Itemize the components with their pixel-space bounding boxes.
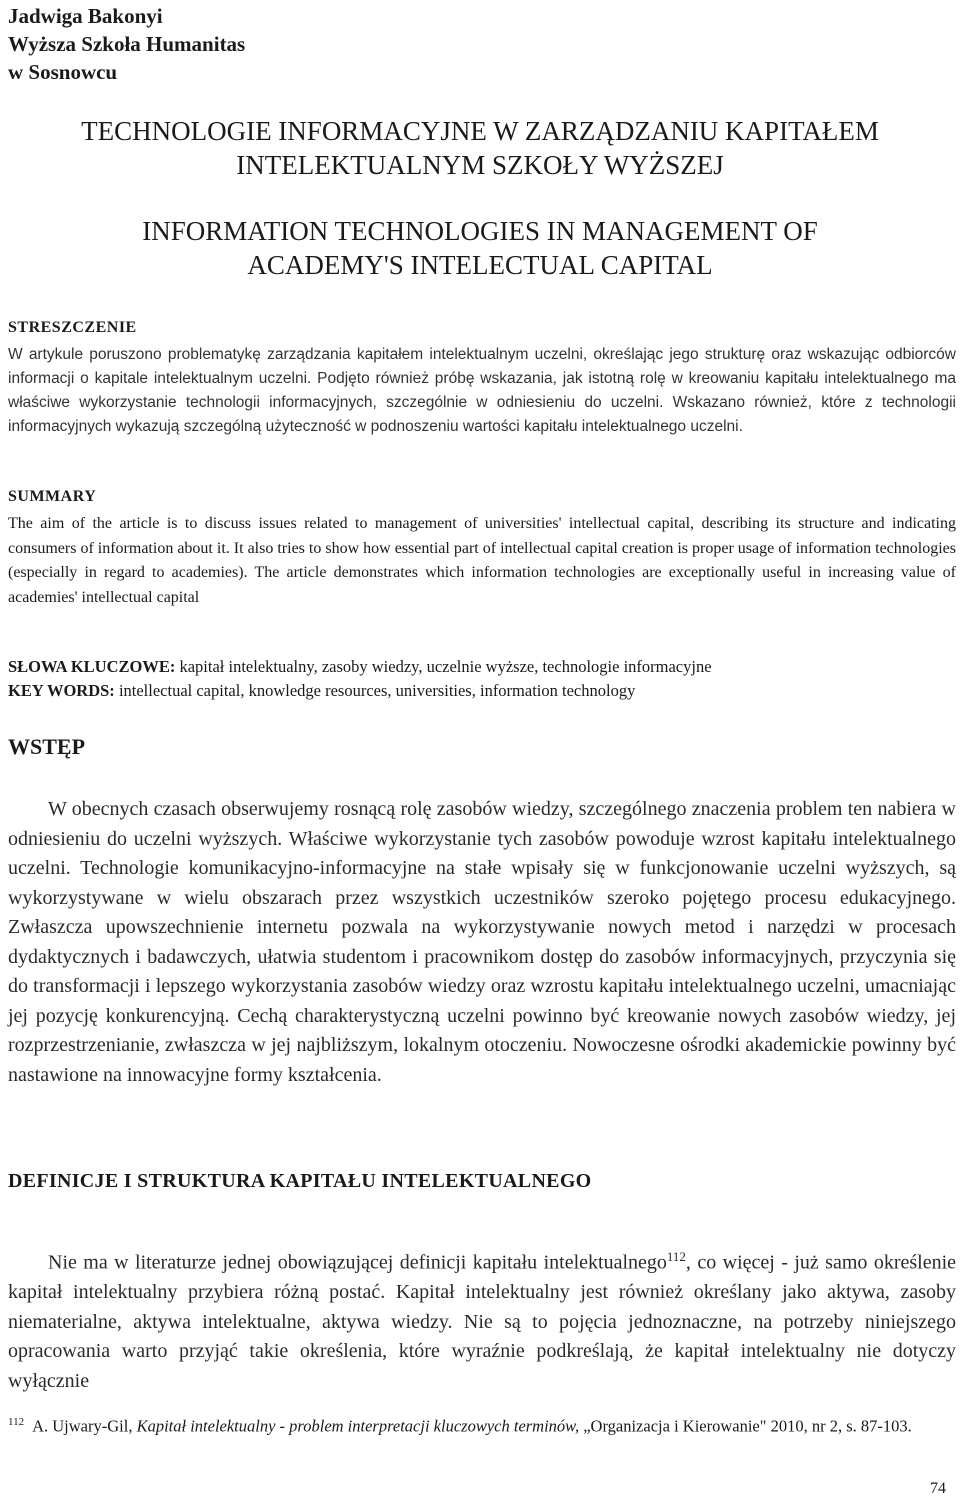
author-city: w Sosnowcu — [8, 60, 118, 84]
title-polish-line2: INTELEKTUALNYM SZKOŁY WYŻSZEJ — [236, 150, 724, 180]
keywords-polish-label: SŁOWA KLUCZOWE: — [8, 657, 176, 676]
title-english-line1: INFORMATION TECHNOLOGIES IN MANAGEMENT OF — [142, 216, 818, 246]
streszczenie-text: W artykule poruszono problematykę zarządzania kapitałem intelektualnym uczelni, określając jego strukturę oraz wskazując odbiorców informacji o kapitale intelektualnym uczelni. Podjęto również próbę wskazania, jak istotną rolę w kreowaniu kapitału intelektualnego ma właściwe wykorzystanie technologii informacyjnych, szczególnie w odniesieniu do uczelni. Wskazano również, które z technologii informacyjnych wykazują szczególną użyteczność w podnoszeniu wartości kapitału intelektualnego uczelni. — [8, 346, 956, 435]
footnote-reference: 112 — [666, 1249, 686, 1264]
definicje-text-part2: , co więcej - już samo określenie kapitał intelektualny przybiera różną postać. Kapitał intelektualny jest również określany jako aktywa, zasoby niematerialne, aktywa intelektualne, aktywa wiedzy. Nie są to pojęcia jednoznaczne, na potrzeby niniejszego opracowania warto przyjąć takie określenia, które wyraźnie podkreślają, że kapitał intelektualny nie dotyczy wyłącznie — [8, 1251, 957, 1392]
footnote-title: Kapitał intelektualny - problem interpretacji kluczowych terminów, — [136, 1416, 580, 1436]
definicje-text — [8, 1242, 956, 1396]
page-number: 74 — [930, 1480, 946, 1497]
wstep-heading: WSTĘP — [8, 734, 86, 759]
title-english-line2: ACADEMY'S INTELECTUAL CAPITAL — [247, 250, 713, 280]
summary-heading: SUMMARY — [8, 488, 97, 505]
footnote-source: „Organizacja i Kierowanie" 2010, nr 2, s. 87-103. — [583, 1416, 912, 1436]
keywords-english-text: intellectual capital, knowledge resources, universities, information technology — [118, 681, 636, 700]
definicje-heading: DEFINICJE I STRUKTURA KAPITAŁU INTELEKTUALNEGO — [8, 1170, 592, 1192]
wstep-text: W obecnych czasach obserwujemy rosnącą rolę zasobów wiedzy, szczególnego znaczenia problem ten nabiera w odniesieniu do uczelni wyższych. Właściwe wykorzystanie tych zasobów powoduje wzrost kapitału intelektualnego uczelni. Technologie komunikacyjno-informacyjne na stałe wpisały się w funkcjonowanie uczelni wyższych, są wykorzystywane w wielu obszarach przez wszystkich uczestników szeroko pojętego procesu edukacyjnego. Zwłaszcza upowszechnienie internetu pozwala na wykorzystywanie nowych metod i narzędzi w procesach dydaktycznych i badawczych, ułatwia studentom i pracownikom dostęp do zasobów informacyjnych, przyczynia się do transformacji i lepszego wykorzystania zasobów wiedzy oraz wzrostu kapitału intelektualnego uczelni, umacniając jej pozycję konkurencyjną. Cechą charakterystyczną uczelni powinno być kreowanie nowych zasobów wiedzy, jej rozprzestrzenianie, zwłaszcza w jej najbliższym, lokalnym otoczeniu. Nowoczesne ośrodki akademickie powinny być nastawione na innowacyjne formy kształcenia. — [8, 798, 956, 1086]
title-english — [0, 214, 960, 282]
footnote-number: 112 — [8, 1416, 25, 1428]
summary-text: The aim of the article is to discuss issues related to management of universities' intellectual capital, describing its structure and indicating consumers of information about it. It also tries to show how essential part of intellectual capital creation is proper usage of information technologies (especially in regard to academies). The article demonstrates which information technologies are exceptionally useful in increasing value of academies' intellectual capital — [8, 515, 956, 606]
keywords-polish — [8, 655, 958, 679]
author-school: Wyższa Szkoła Humanitas — [8, 32, 246, 56]
keywords-english — [8, 679, 958, 703]
footnote-author: A. Ujwary-Gil, — [32, 1416, 133, 1436]
keywords-polish-text: kapitał intelektualny, zasoby wiedzy, uczelnie wyższe, technologie informacyjne — [179, 657, 712, 676]
keywords-english-label: KEY WORDS: — [8, 681, 115, 700]
footnote — [8, 1410, 956, 1439]
streszczenie-heading: STRESZCZENIE — [8, 319, 137, 336]
title-polish — [0, 114, 960, 182]
author-block — [8, 2, 245, 86]
definicje-text-part1: Nie ma w literaturze jednej obowiązującej definicji kapitału intelektualnego — [48, 1251, 667, 1274]
title-polish-line1: TECHNOLOGIE INFORMACYJNE W ZARZĄDZANIU KAPITAŁEM — [81, 116, 879, 146]
author-name: Jadwiga Bakonyi — [8, 4, 163, 28]
